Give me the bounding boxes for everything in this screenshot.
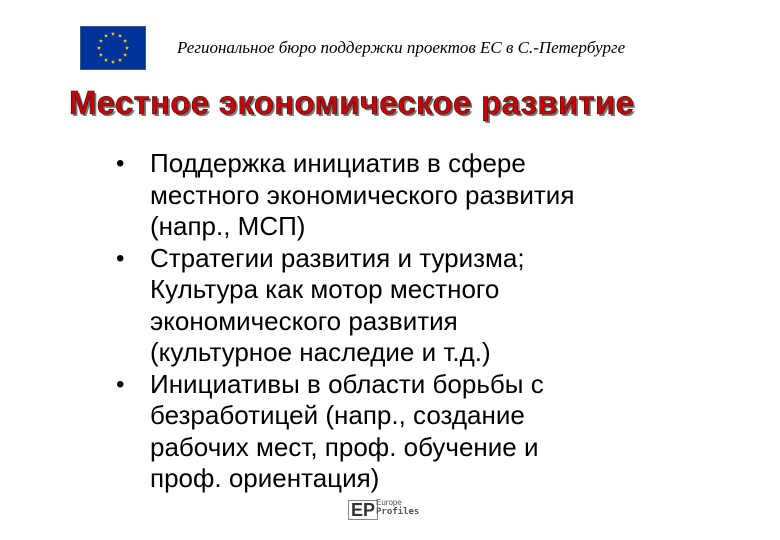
bullet-line: местного экономического развития	[150, 179, 575, 210]
bullet-line: безработицей (напр., создание	[150, 400, 525, 430]
bullet-line: проф. ориентация)	[150, 463, 380, 493]
bullet-line: Культура как мотор местного	[150, 274, 500, 304]
bullet-item	[114, 148, 754, 243]
bullet-icon: •	[116, 244, 125, 272]
bullet-item	[114, 369, 754, 495]
slide-title: Местное экономическое развитие	[69, 84, 635, 121]
bullet-item	[114, 243, 754, 369]
eu-flag-icon	[80, 26, 146, 70]
bullet-line: Стратегии развития и туризма;	[150, 242, 525, 273]
bullet-line: (культурное наследие и т.д.)	[150, 337, 491, 367]
bullet-line: экономического развития	[150, 305, 458, 336]
header-office-name: Региональное бюро поддержки проектов ЕС в С.-Петербурге	[177, 38, 626, 57]
logo-top-text: Europe	[376, 498, 402, 507]
bullet-line: Инициативы в области борьбы с	[150, 368, 544, 399]
logo-mark: EP	[348, 500, 378, 520]
bullet-line: рабочих мест, проф. обучение и	[150, 431, 539, 462]
bullet-line: Поддержка инициатив в сфере	[150, 148, 526, 178]
bullet-icon: •	[116, 370, 125, 398]
bullet-icon: •	[116, 150, 125, 177]
logo-bottom-text: Profiles	[376, 507, 420, 517]
bullet-line: (напр., МСП)	[150, 211, 306, 241]
bullet-list	[114, 148, 754, 495]
europe-profiles-logo	[348, 500, 428, 522]
